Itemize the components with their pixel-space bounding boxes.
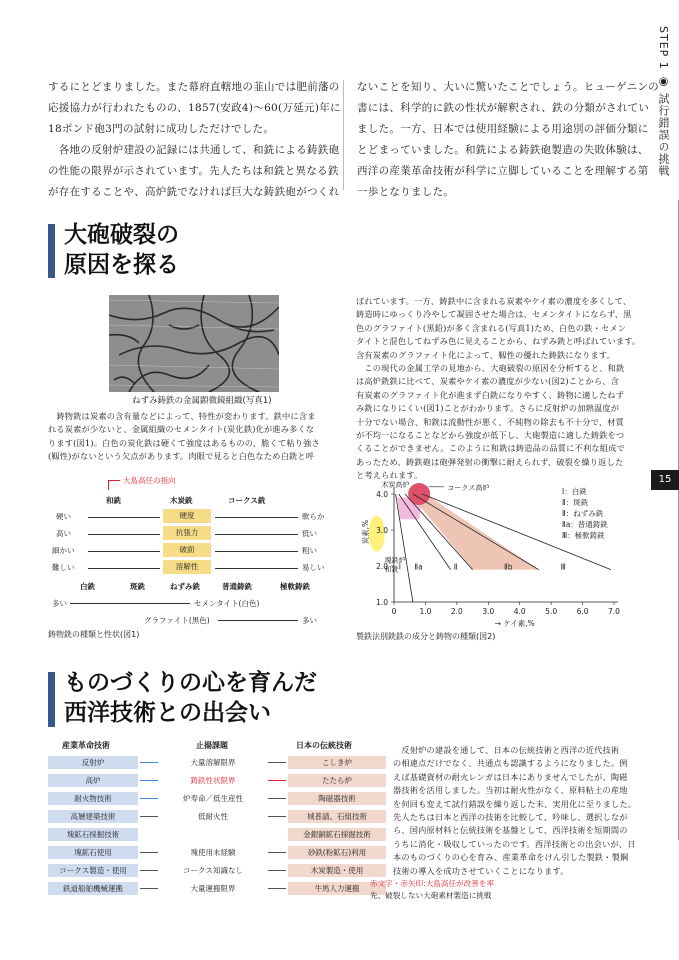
issue-item: 大量溶解限界	[190, 758, 236, 767]
legend-item: Ⅱ：ねずみ銑	[562, 509, 604, 518]
x-tick-label: 1.0	[419, 607, 432, 616]
connector-line	[140, 852, 158, 853]
pointer-label: 大島高任の指向	[123, 476, 176, 485]
wasen-label-2: 和銑	[384, 565, 399, 574]
traditional-tech-item: 牛馬人力運搬	[288, 882, 386, 895]
type-soft: 極軟鋳銑	[280, 582, 310, 591]
row-arrow-right	[215, 551, 298, 552]
text-line: 技術の導入を成功させていくことになります。	[393, 865, 569, 876]
legend-item: Ⅱa：普通鋳銑	[562, 520, 608, 529]
legend-item: Ⅰ：白銑	[562, 487, 587, 496]
y-axis-label: 炭素,%	[361, 519, 370, 545]
x-tick-label: 6.0	[576, 607, 589, 616]
red-note	[370, 878, 494, 902]
figure1-caption: 鋳物銑の種類と性状(図1)	[48, 630, 140, 639]
coke-bf-label: コークス高炉	[447, 483, 490, 492]
text-line: ら、国内原材料と伝統技術を基盤として、西洋技術を短期間の	[393, 825, 628, 836]
connector-line	[268, 762, 286, 763]
industrial-tech-item: 耐火物技術	[48, 792, 138, 805]
connector-line	[268, 780, 286, 781]
section1-heading-line2: 原因を探る	[64, 251, 179, 278]
connector-line	[268, 816, 286, 817]
micrograph-photo	[109, 295, 279, 392]
row-arrow-left	[88, 517, 160, 518]
graphite-many: 多い	[302, 616, 317, 625]
text-line: 有炭素のグラファイト化が進まず白銑になりやすく、鋳物に適したねず	[356, 389, 625, 400]
connector-line	[140, 816, 158, 817]
text-line: が不均一になることなどから強度が低下し、大砲製造に適した鋳鉄をつ	[356, 430, 625, 441]
row-right-label: 軟らか	[302, 512, 325, 521]
text-line: が存在することや、高炉銑でなければ巨大な鋳鉄砲がつくれ	[48, 186, 340, 198]
header-wasen: 和銑	[106, 496, 121, 505]
connector-line	[140, 762, 158, 763]
x-tick-label: 4.0	[513, 607, 526, 616]
text-line: 先人たちは日本と西洋の技術を比較して、吟味し、選択しなが	[393, 812, 628, 823]
industrial-tech-item: 塊鉱石採掘技術	[48, 828, 138, 841]
issue-item: 塊使用未経験	[190, 848, 236, 857]
region-label: Ⅱ	[453, 562, 458, 572]
cementite-label: セメンタイト(白色)	[194, 599, 260, 608]
header-charcoal: 木炭銑	[170, 496, 193, 505]
text-line: の性能の限界が示されています。先人たちは和銑と異なる鉄	[48, 165, 339, 177]
text-line: 反射炉の建設を通して、日本の伝統技術と西洋の近代技術	[393, 745, 620, 755]
connector-line	[140, 870, 158, 871]
row-left-label: 難しい	[52, 563, 75, 572]
col-header-industrial: 産業革命技術	[62, 741, 110, 750]
text-line: 鋳造時にゆっくり冷やして凝固させた場合は、セメンタイトにならず、黒	[356, 309, 632, 320]
section1-right-text	[356, 295, 648, 483]
text-line: ばれています。一方、鋳鉄中に含まれる炭素やケイ素の濃度を多くして、	[356, 296, 632, 306]
text-line: (靱性)がないという欠点があります。肉眼で見ると白色なため白銑と呼	[48, 451, 315, 462]
side-tab-label: STEP 1 ◉ 試行錯誤の挑戦	[657, 26, 670, 177]
photo-caption: ねずみ鋳鉄の金属顕微鏡組織(写真1)	[132, 396, 272, 406]
row-center-label: 硬度	[163, 509, 211, 523]
issue-item: 低耐火性	[198, 812, 228, 821]
text-line: 応援協力が行われたものの、1857(安政4)〜60(万延元)年に	[48, 102, 341, 114]
text-line: 器技術を活用しました。当初は耐火性がなく、原料粘土の産地	[393, 785, 628, 796]
figure2-legend	[562, 486, 608, 541]
cementite-arrow	[70, 603, 190, 604]
row-arrow-left	[88, 551, 160, 552]
traditional-tech-item: こしき炉	[288, 756, 386, 769]
text-line: するにとどまりました。また幕府直轄地の韮山では肥前藩の	[48, 81, 340, 93]
connector-line	[140, 888, 158, 889]
text-line: は高炉銑鉄に比べて、炭素やケイ素の濃度が少ない(図2)ことから、含	[356, 376, 620, 387]
row-left-label: 硬い	[56, 512, 71, 521]
intro-left-column	[48, 77, 341, 203]
row-arrow-right	[215, 568, 298, 569]
section2-heading	[64, 668, 317, 728]
industrial-tech-item: 反射炉	[48, 756, 138, 769]
charcoal-bf-label: 木炭高炉	[381, 480, 410, 489]
technology-table	[48, 740, 388, 930]
intro-right-column	[357, 77, 659, 203]
y-tick-label: 4.0	[376, 490, 388, 499]
figure2	[356, 474, 646, 649]
text-line: この現代の金属工学の見地から、大砲破裂の原因を分析すると、和銑	[356, 363, 625, 374]
issue-item: 炉寿命／低生産性	[183, 794, 243, 803]
issue-item: 鋳鉄性状限界	[190, 776, 236, 785]
text-line: とどまっていました。和銑による鋳鉄砲製造の失敗体験は、	[357, 144, 649, 156]
section2-heading-line2: 西洋技術との出会い	[64, 699, 271, 726]
text-line: タイトと混色してねずみ色に見えることから、ねずみ銑と呼ばれています。	[356, 336, 641, 347]
heading-bar	[48, 224, 55, 278]
text-line: れる炭素が少ないと、金属組織のセメンタイト(炭化鉄)化が進み多くな	[48, 424, 315, 435]
graphite-label: グラファイト(黒色)	[144, 616, 210, 625]
x-tick-label: 5.0	[545, 607, 558, 616]
text-line: えば基礎資材の耐火レンガは日本にありませんでしたが、陶磁	[393, 771, 628, 782]
connector-line	[140, 780, 158, 781]
wasen-label-1: 塊鉄炉	[384, 556, 406, 565]
region-label: Ⅱb	[504, 562, 513, 572]
col-header-issues: 止揚課題	[196, 741, 228, 750]
figure2-caption: 製鉄法別銑鉄の成分と鋳物の種類(図2)	[356, 632, 496, 641]
industrial-tech-item: 塊鉱石使用	[48, 846, 138, 859]
traditional-tech-item: 金銀銅鉱石採掘技術	[288, 828, 386, 841]
type-gray: ねずみ銑	[170, 582, 200, 591]
row-arrow-right	[215, 534, 298, 535]
type-white: 白銑	[80, 582, 95, 591]
column-divider	[343, 80, 344, 190]
connector-line	[268, 852, 286, 853]
x-tick-label: 2.0	[450, 607, 463, 616]
issue-item: 大量運搬限界	[190, 884, 236, 893]
text-line: 鋳物銑は炭素の含有量などによって、特性が変わります。鉄中に含ま	[48, 411, 316, 421]
text-line: を何回も変えて試行錯誤を繰り返した末、実用化に至りました。	[393, 798, 637, 809]
section1-heading	[64, 220, 179, 280]
text-line: み銑になりにくい(図1)ことがわかります。さらに反射炉の加熱温度が	[356, 403, 620, 414]
traditional-tech-item: たたら炉	[288, 774, 386, 787]
x-tick-label: 3.0	[482, 607, 495, 616]
legend-item: Ⅱ：斑銑	[562, 498, 589, 507]
text-line: くることができません。このように和銑は鋳造品の品質に不利な組成で	[356, 443, 625, 454]
heading-bar	[48, 672, 55, 727]
text-line: 西洋の産業革命技術が科学に立脚していることを理解する第	[357, 165, 649, 177]
section1-heading-line1: 大砲破裂の	[64, 221, 179, 248]
row-arrow-left	[88, 534, 160, 535]
row-left-label: 高い	[56, 529, 71, 538]
text-line: 書には、科学的に鉄の性状が解釈され、鉄の分類がされてい	[357, 102, 650, 114]
section1-left-text	[48, 410, 338, 464]
connector-line	[268, 870, 286, 871]
note-line2: 先、破裂しない大砲素材製造に挑戦	[370, 891, 492, 900]
pointer-arrow-line	[108, 480, 120, 481]
cementite-many: 多い	[52, 599, 67, 608]
header-coke: コークス銑	[228, 496, 266, 505]
text-line: うちに消化・吸収していったのです。西洋技術との出会いが、日	[393, 838, 636, 849]
section2-heading-line1: ものづくりの心を育んだ	[64, 669, 317, 696]
row-right-label: 低い	[302, 529, 317, 538]
row-arrow-right	[215, 517, 298, 518]
page-number: 15	[651, 470, 679, 490]
text-line: 一歩となりました。	[357, 186, 455, 198]
issue-item: コークス知識なし	[183, 866, 243, 875]
row-center-label: 抗張力	[163, 526, 211, 540]
text-line: 色のグラファイト(黒鉛)が多く含まれる(写真1)ため、白色の鉄・セメン	[356, 322, 627, 333]
traditional-tech-item: 陶磁器技術	[288, 792, 386, 805]
traditional-tech-item: 砂鉄(粉鉱石)利用	[288, 846, 386, 859]
side-tab	[655, 26, 679, 201]
text-line: あったため、鋳鉄砲は砲弾発射の衝撃に耐えられず、破裂を繰り返した	[356, 456, 624, 467]
industrial-tech-item: 鉄道船舶機械運搬	[48, 882, 138, 895]
industrial-tech-item: 高層建築技術	[48, 810, 138, 823]
type-mottled: 斑銑	[130, 582, 145, 591]
row-arrow-left	[88, 568, 160, 569]
x-tick-label: 7.0	[608, 607, 620, 616]
y-tick-label: 2.0	[376, 562, 388, 571]
traditional-tech-item: 木炭製造・使用	[288, 864, 386, 877]
text-line: ました。一方、日本では使用経験による用途別の評価分類に	[357, 123, 649, 135]
text-line: 本のものづくりの心を育み、産業革命をけん引した製鉄・製鋼	[393, 852, 629, 863]
text-line: 含有炭素のグラファイト化によって、靱性の優れた鋳鉄になります。	[356, 349, 616, 360]
section2-text	[393, 744, 651, 878]
industrial-tech-item: 高炉	[48, 774, 138, 787]
region-label: Ⅱa	[414, 562, 423, 572]
pointer-arrow-stem	[108, 480, 109, 490]
region-label: Ⅲ	[560, 562, 566, 572]
x-tick-label: 0	[391, 607, 397, 616]
row-left-label: 細かい	[52, 546, 75, 555]
text-line: の相違点だけでなく、共通点も認識するようになりました。例	[393, 758, 628, 769]
y-tick-label: 3.0	[376, 526, 388, 535]
graphite-arrow	[218, 620, 298, 621]
y-tick-label: 1.0	[376, 598, 388, 607]
row-center-label: 破面	[163, 543, 211, 557]
connector-line	[268, 798, 286, 799]
text-line: と考えられます。	[356, 470, 423, 481]
note-line1: 赤文字・赤矢印:大島高任が改善を率	[370, 879, 495, 888]
figure1	[48, 473, 338, 643]
text-line: 各地の反射炉建設の記録には共通して、和銑による鋳鉄砲	[48, 144, 340, 156]
type-normal: 普通鋳銑	[222, 582, 252, 591]
text-line: 十分でない場合、和銑は流動性が悪く、不純物の除去も不十分で、材質	[356, 416, 625, 427]
connector-line	[140, 798, 158, 799]
row-right-label: 粗い	[302, 546, 317, 555]
industrial-tech-item: コークス製造・使用	[48, 864, 138, 877]
legend-item: Ⅲ：極軟鋳銑	[562, 531, 605, 540]
text-line: ないことを知り、大いに驚いたことでしょう。ヒューゲニンの	[357, 81, 659, 93]
col-header-traditional: 日本の伝統技術	[296, 741, 352, 750]
row-right-label: 易しい	[302, 563, 325, 572]
region-label: Ⅰ	[398, 562, 401, 572]
x-axis-label: → ケイ素,%	[494, 619, 535, 628]
connector-line	[268, 888, 286, 889]
traditional-tech-item: 城普請、石組技術	[288, 810, 386, 823]
text-line: 18ポンド砲3門の試射に成功しただけでした。	[48, 123, 275, 135]
row-center-label: 溶解性	[163, 560, 211, 574]
text-line: ります(図1)。白色の炭化鉄は硬くて強度はあるものの、脆くて粘り強さ	[48, 437, 320, 448]
